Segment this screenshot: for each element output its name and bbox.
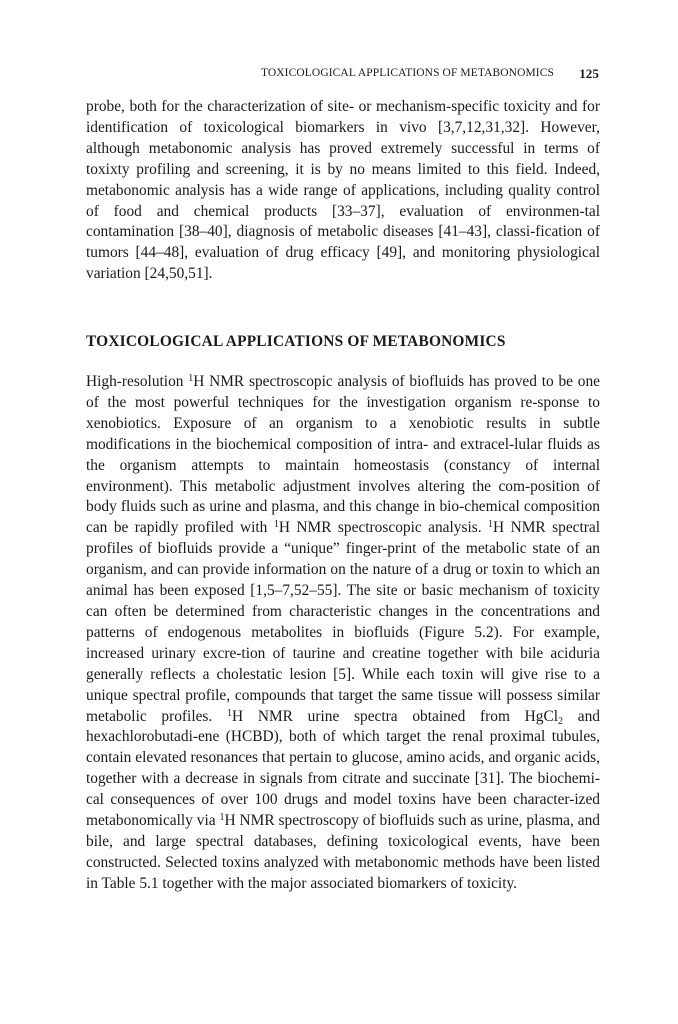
text-segment: H NMR spectroscopy of biofluids such as urine, plasma, and bile, and large spectral databases, defining toxicological events, have been constructed. Selected toxins analyzed with metabonomic methods have been listed in Table 5.1 together with the major associated biomarkers of toxicity. bbox=[86, 812, 600, 892]
superscript-1: 1 bbox=[188, 373, 194, 384]
running-title: TOXICOLOGICAL APPLICATIONS OF METABONOMICS bbox=[260, 67, 554, 79]
text-segment: H NMR spectroscopic analysis of biofluids has proved to be one of the most powerful techniques for the investigation organism re-sponse to xenobiotics. Exposure of an organism to a xenobiotic results in subtle modifications in the biochemical composition of intra- and extracel-lular fluids as the organism attempts to maintain homeostasis (constancy of internal environment). This metabolic adjustment involves altering the com-position of body fluids such as urine and plasma, and this change in bio-chemical composition can be rapidly profiled with bbox=[86, 373, 600, 537]
subscript-2: 2 bbox=[558, 715, 564, 727]
text-segment: and hexachlorobutadi-ene (HCBD), both of which target the renal proximal tubules, contain elevated resonances that pertain to glucose, amino acids, and organic acids, together with a decrease in signals from citrate and succinate [31]. The biochemi-cal consequences of over 100 drugs and model toxins have been character-ized metabonomically via bbox=[86, 707, 600, 830]
text-segment: High-resolution bbox=[86, 373, 189, 390]
page-number: 125 bbox=[579, 66, 599, 81]
superscript-1: 1 bbox=[488, 519, 494, 531]
text-segment: H NMR spectroscopic analysis. bbox=[278, 519, 489, 537]
superscript-1: 1 bbox=[273, 519, 279, 531]
text-segment: H NMR spectral profiles of biofluids provide a “unique” finger-print of the metabolic state of an organism, and can provide information on the nature of a drug or toxin to which an animal has been exposed [1,5–7,52–55]. The site or basic mechanism of toxicity can often be determined from characteristic changes in the concentrations and patterns of endogenous metabolites in biofluids (Figure 5.2). For example, increased urinary excre-tion of taurine and creatine together with bile aciduria generally reflects a cholestatic lesion [5]. While each toxin will give rise to a unique spectral profile, compounds that target the same tissue will possess similar metabolic profiles. bbox=[86, 519, 600, 725]
superscript-1: 1 bbox=[219, 812, 225, 824]
body-paragraph-2 bbox=[86, 372, 600, 895]
text-segment: H NMR urine spectra obtained from HgCl bbox=[232, 707, 559, 725]
body-paragraph-1: probe, both for the characterization of site- or mechanism-specific toxicity and for identification of toxicological biomarkers in vivo [3,7,12,31,32]. However, although metabonomic analysis has proved extremely successful in terms of toxixty profiling and screening, it is by no means limited to this field. Indeed, metabonomic analysis has a wide range of applications, including quality control of food and chemical products [33–37], evaluation of environmen-tal contamination [38–40], diagnosis of metabolic diseases [41–43], classi-fication of tumors [44–48], evaluation of drug efficacy [49], and monitoring physiological variation [24,50,51]. bbox=[86, 98, 600, 283]
superscript-1: 1 bbox=[227, 707, 233, 719]
running-header bbox=[86, 67, 600, 83]
section-heading: TOXICOLOGICAL APPLICATIONS OF METABONOMICS bbox=[86, 333, 506, 350]
